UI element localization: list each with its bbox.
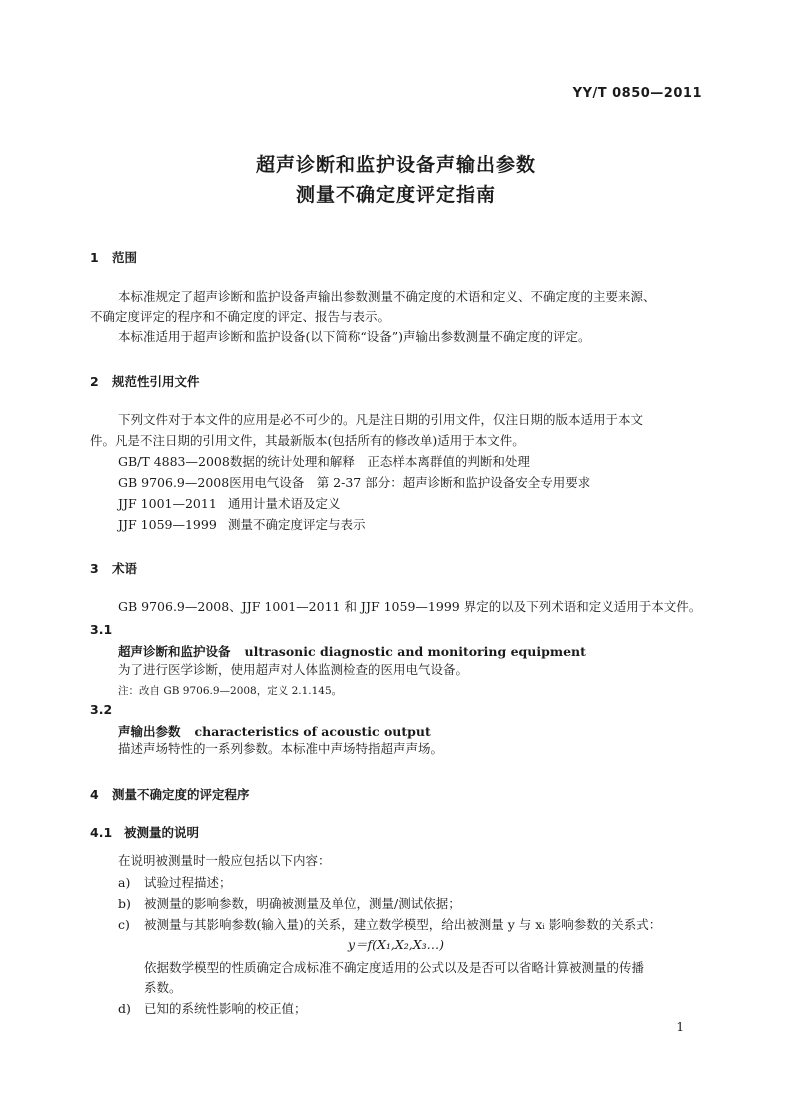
standard-code: YY/T 0850—2011 (572, 86, 702, 101)
page-number: 1 (676, 1020, 684, 1034)
list-item (118, 894, 461, 914)
paragraph: GB 9706.9—2008、JJF 1001—2011 和 JJF 1059—1999 界定的以及下列术语和定义适用于本文件。 (118, 599, 702, 614)
document-title-line1: 超声诊断和监护设备声输出参数 (255, 154, 536, 176)
list-label: b) (118, 896, 131, 911)
list-item (118, 915, 661, 935)
paragraph: 本标准适用于超声诊断和监护设备(以下简称“设备”)声输出参数测量不确定度的评定。 (118, 329, 591, 344)
subsection-title: 被测量的说明 (124, 825, 200, 840)
reference-item (118, 473, 590, 493)
section-number: 4 (90, 787, 99, 802)
list-text: 被测量的影响参数，明确被测量及单位，测量/测试依据； (144, 896, 461, 911)
subsection-number: 4.1 (90, 825, 113, 840)
section-number: 2 (90, 374, 99, 389)
reference-title: 医用电气设备 第 2-37 部分：超声诊断和监护设备安全专用要求 (229, 475, 591, 490)
paragraph: 在说明被测量时一般应包括以下内容： (118, 853, 331, 868)
section-1-heading (90, 248, 137, 266)
term-heading (118, 642, 586, 660)
section-title: 测量不确定度的评定程序 (112, 787, 250, 802)
subsection-4-1-heading (90, 823, 199, 841)
reference-code: JJF 1001—2011 (118, 496, 217, 511)
reference-title: 测量不确定度评定与表示 (228, 517, 366, 532)
list-label: d) (118, 1001, 131, 1016)
reference-title: 数据的统计处理和解释 正态样本离群值的判断和处理 (229, 454, 530, 469)
term-definition: 为了进行医学诊断，使用超声对人体监测检查的医用电气设备。 (118, 662, 469, 677)
paragraph: 不确定度评定的程序和不确定度的评定、报告与表示。 (90, 309, 391, 324)
section-2-heading (90, 372, 200, 390)
section-number: 3 (90, 561, 99, 576)
document-title-line2: 测量不确定度评定指南 (295, 184, 496, 206)
section-title: 术语 (112, 561, 138, 576)
section-title: 规范性引用文件 (112, 374, 200, 389)
section-4-heading (90, 785, 250, 803)
reference-code: GB/T 4883—2008 (118, 454, 230, 469)
list-text: 已知的系统性影响的校正值； (144, 1001, 307, 1016)
reference-item (118, 494, 341, 514)
list-text: 被测量与其影响参数(输入量)的关系，建立数学模型，给出被测量 y 与 xᵢ 影响参数的关系式： (144, 917, 662, 932)
list-item (118, 999, 307, 1019)
term-en: characteristics of acoustic output (194, 724, 431, 739)
reference-item (118, 452, 530, 472)
reference-code: JJF 1059—1999 (118, 517, 217, 532)
term-number: 3.2 (90, 702, 113, 717)
term-cn: 声输出参数 (118, 724, 181, 739)
paragraph: 件。凡是不注日期的引用文件，其最新版本(包括所有的修改单)适用于本文件。 (90, 433, 525, 448)
paragraph: 本标准规定了超声诊断和监护设备声输出参数测量不确定度的术语和定义、不确定度的主要来源、 (118, 289, 656, 304)
section-number: 1 (90, 250, 99, 265)
list-text: 试验过程描述； (144, 875, 232, 890)
list-label: a) (118, 875, 131, 890)
list-item (118, 873, 232, 893)
formula: y＝f(X₁,X₂,X₃…) (347, 937, 445, 952)
reference-title: 通用计量术语及定义 (228, 496, 341, 511)
reference-code: GB 9706.9—2008 (118, 475, 230, 490)
list-label: c) (118, 917, 130, 932)
paragraph: 依据数学模型的性质确定合成标准不确定度适用的公式以及是否可以省略计算被测量的传播 (144, 960, 645, 975)
term-number: 3.1 (90, 622, 113, 637)
section-title: 范围 (112, 250, 138, 265)
paragraph: 下列文件对于本文件的应用是必不可少的。凡是注日期的引用文件，仅注日期的版本适用于本文 (118, 412, 644, 427)
term-note: 注：改自 GB 9706.9—2008，定义 2.1.145。 (118, 685, 343, 697)
term-en: ultrasonic diagnostic and monitoring equipment (244, 644, 586, 659)
paragraph: 系数。 (144, 980, 182, 995)
section-3-heading (90, 559, 137, 577)
term-definition: 描述声场特性的一系列参数。本标准中声场特指超声声场。 (118, 741, 444, 756)
reference-item (118, 515, 366, 535)
term-heading (118, 722, 431, 740)
term-cn: 超声诊断和监护设备 (118, 644, 231, 659)
